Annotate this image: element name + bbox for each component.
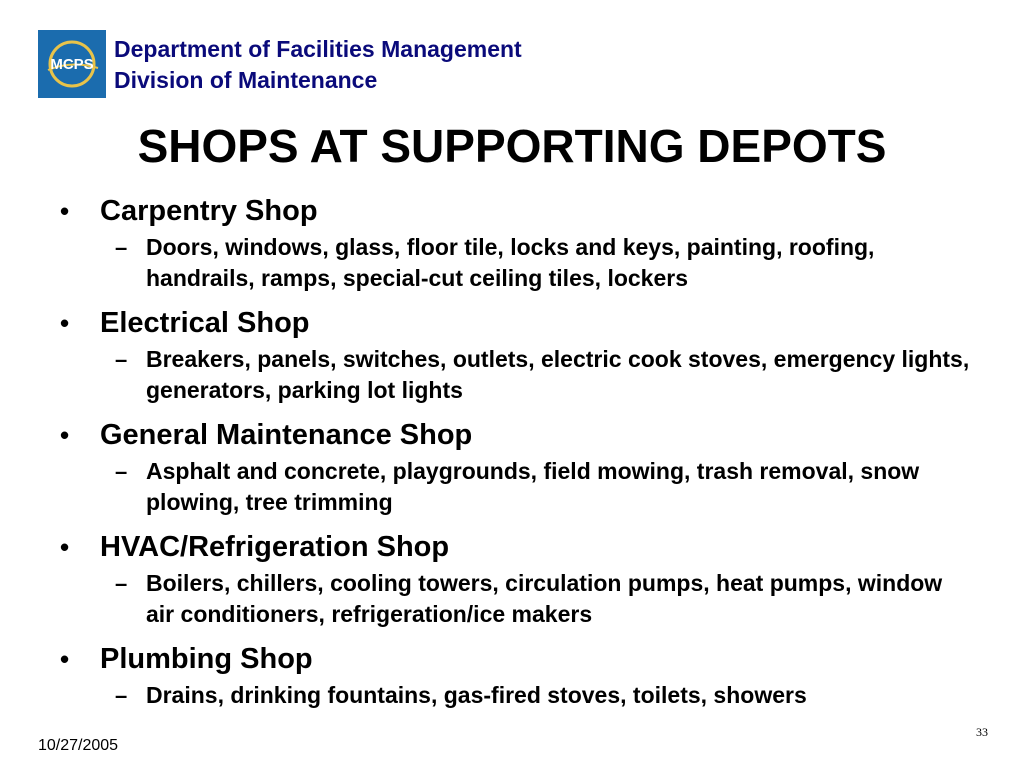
bullet-icon: • [60,644,70,674]
shop-label: Electrical Shop [100,307,310,339]
dash-icon: – [115,459,128,484]
slide-title: SHOPS AT SUPPORTING DEPOTS [137,120,887,172]
shop-label: Plumbing Shop [100,643,313,675]
shop-label: Carpentry Shop [100,195,318,227]
header-department: Department of Facilities Management [114,36,522,62]
shop-detail: Drains, drinking fountains, gas-fired stoves, toilets, showers [146,682,807,708]
slide-header [114,34,522,96]
dash-icon: – [115,571,128,596]
dash-icon: – [115,235,128,260]
list-item-electrical [60,304,990,406]
list-item-general-maintenance [60,416,990,518]
shop-detail: Boilers, chillers, cooling towers, circulation pumps, heat pumps, window air conditioners, refrigeration/ice makers [146,570,943,627]
header-division: Division of Maintenance [114,67,378,93]
shop-label: General Maintenance Shop [100,419,473,451]
list-item-carpentry [60,192,990,294]
mcps-logo [38,30,106,98]
shop-detail: Asphalt and concrete, playgrounds, field mowing, trash removal, snow plowing, tree trimming [146,458,920,515]
dash-icon: – [115,347,128,372]
page-number: 33 [976,725,988,739]
shop-list [60,192,990,721]
bullet-icon: • [60,196,70,226]
footer-date: 10/27/2005 [38,737,119,754]
shop-detail: Breakers, panels, switches, outlets, electric cook stoves, emergency lights, generators, parking lot lights [146,346,970,403]
bullet-icon: • [60,532,70,562]
shop-detail: Doors, windows, glass, floor tile, locks and keys, painting, roofing, handrails, ramps, special-cut ceiling tiles, lockers [146,234,875,291]
bullet-icon: • [60,308,70,338]
bullet-icon: • [60,420,70,450]
logo-text: MCPS [50,56,94,73]
shop-label: HVAC/Refrigeration Shop [100,531,450,563]
list-item-hvac [60,528,990,630]
list-item-plumbing [60,640,990,711]
dash-icon: – [115,683,128,708]
